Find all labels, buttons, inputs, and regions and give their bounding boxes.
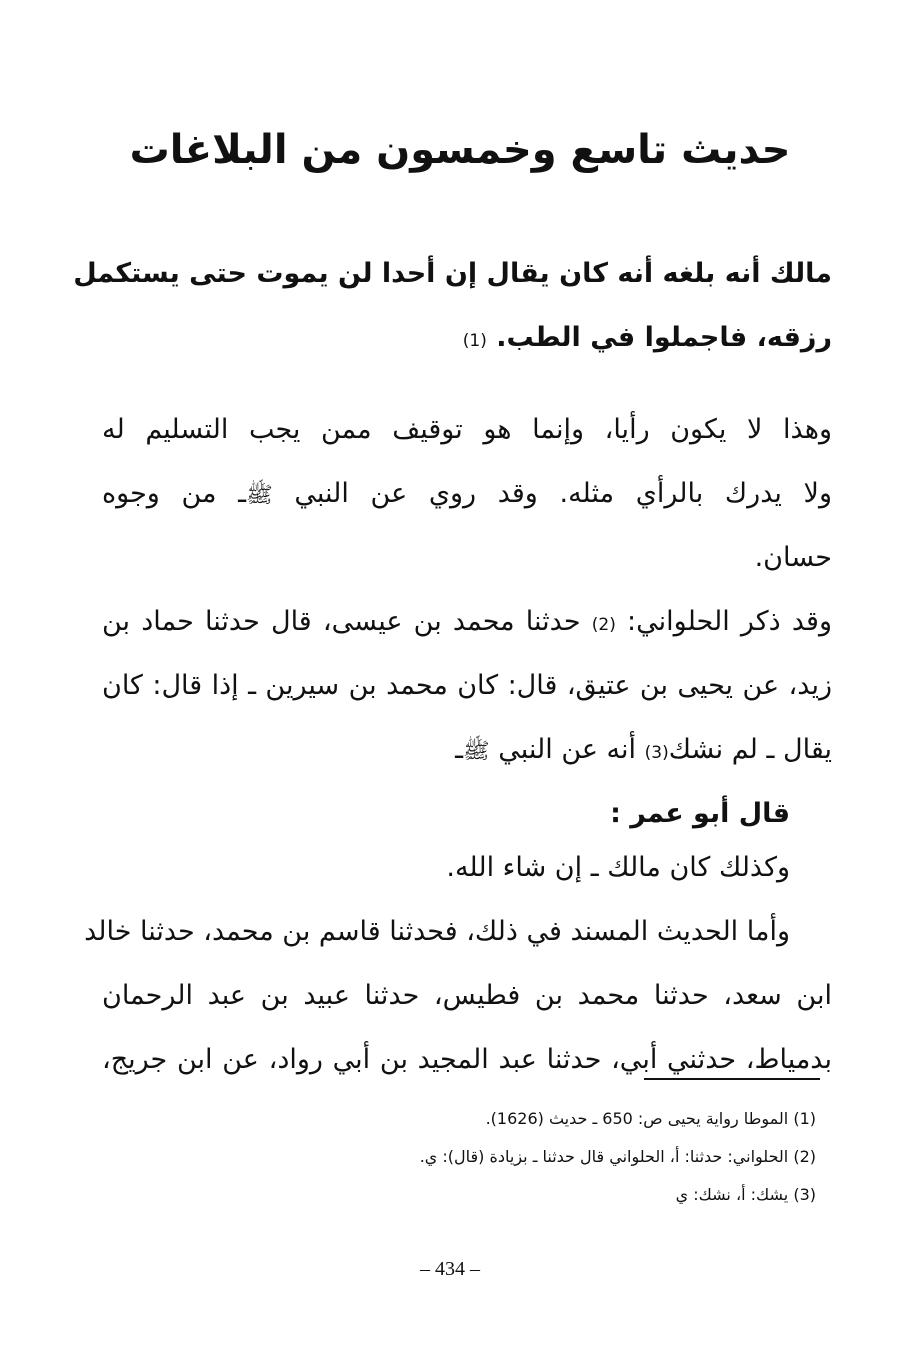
footnote-ref-2: (2) xyxy=(591,615,616,635)
commentary-line-1: وهذا لا يكون رأيا، وإنما هو توقيف ممن يجب التسليم له xyxy=(102,414,832,445)
commentary-line-4-start: وقد ذكر الحلواني: xyxy=(627,606,832,637)
footnote-ref-3: (3) xyxy=(644,743,669,763)
hadith-line-1: مالك أنه بلغه أنه كان يقال إن أحدا لن يموت حتى يستكمل xyxy=(73,258,832,289)
commentary-line-6-end: أنه عن النبي xyxy=(498,734,637,765)
commentary-line-2-start: ولا يدرك بالرأي مثله. وقد روي عن النبي xyxy=(294,478,832,509)
footnote-3: (3) يشك: أ، نشك: ي xyxy=(675,1185,816,1204)
commentary-line-2-end: من وجوه xyxy=(102,478,217,509)
commentary-line-3: حسان. xyxy=(754,542,832,573)
hadith-line-2-text: رزقه، فاجملوا في الطب. xyxy=(496,322,832,353)
footnote-2: (2) الحلواني: حدثنا: أ، الحلواني قال حدثنا ـ بزيادة (قال): ي. xyxy=(419,1147,816,1166)
commentary-line-6: يقال ـ لم نشك(3) أنه عن النبي ﷺـ xyxy=(455,734,832,765)
hadith-text xyxy=(73,242,832,370)
section-heading: قال أبو عمر : xyxy=(610,798,790,829)
commentary-line-6-start: يقال ـ لم نشك xyxy=(668,734,832,765)
section-line-4: بدمياط، حدثني أبي، حدثنا عبد المجيد بن أبي رواد، عن ابن جريج، xyxy=(102,1044,832,1075)
commentary-line-5: زيد، عن يحيى بن عتيق، قال: كان محمد بن سيرين ـ إذا قال: كان xyxy=(102,670,832,701)
salutation-glyph: ﷺ xyxy=(246,483,273,508)
commentary-text xyxy=(102,398,832,782)
hadith-line-2 xyxy=(102,306,832,370)
section-text xyxy=(84,836,832,1092)
section-line-3: ابن سعد، حدثنا محمد بن فطيس، حدثنا عبيد بن عبد الرحمان xyxy=(102,980,832,1011)
footnote-ref-1: (1) xyxy=(462,331,487,351)
footnote-separator xyxy=(644,1078,820,1080)
commentary-line-4-end: حدثنا محمد بن عيسى، قال حدثنا حماد بن xyxy=(102,606,581,637)
commentary-line-4 xyxy=(102,590,832,654)
page-number: – 434 – xyxy=(420,1258,480,1280)
section-line-2: وأما الحديث المسند في ذلك، فحدثنا قاسم بن محمد، حدثنا خالد xyxy=(84,916,790,947)
commentary-line-2: ولا يدرك بالرأي مثله. وقد روي عن النبي ﷺـ من وجوه xyxy=(102,478,832,509)
salutation-glyph-2: ﷺ xyxy=(463,739,490,764)
page-title: حديث تاسع وخمسون من البلاغات xyxy=(129,127,791,173)
footnote-1: (1) الموطا رواية يحيى ص: 650 ـ حديث (1626). xyxy=(485,1109,816,1128)
section-line-1: وكذلك كان مالك ـ إن شاء الله. xyxy=(446,852,790,883)
footnotes xyxy=(256,1100,816,1214)
